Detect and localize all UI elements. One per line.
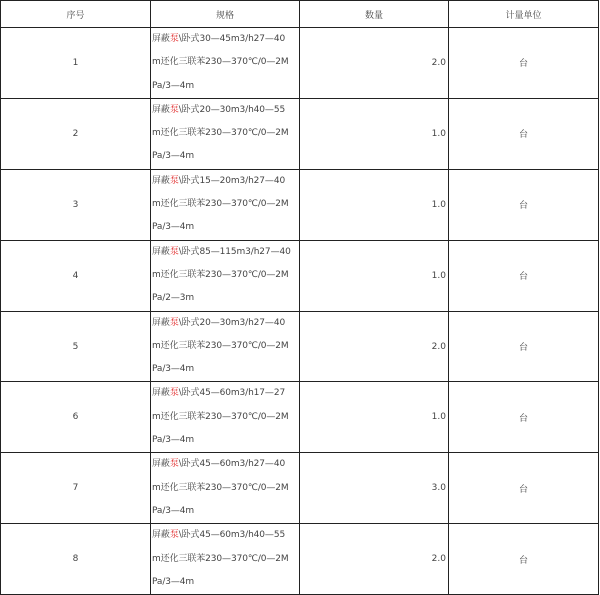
table-row [1,240,599,311]
spec-prefix: 屏蔽 [152,388,170,399]
table-row [1,524,599,595]
row-spec [151,382,300,453]
spec-line-2: m还化三联苯230—370℃/0—2M [152,553,289,564]
row-unit: 台 [449,98,599,169]
row-number: 3 [1,169,151,240]
spec-line-3: Pa/3—4m [152,505,195,516]
spec-keyword: 泵 [169,175,179,186]
spec-detail: \卧式20—30m3/h40—55 [178,104,286,115]
spec-keyword: 泵 [169,104,179,115]
spec-line-2: m还化三联苯230—370℃/0—2M [152,340,289,351]
spec-detail: \卧式15—20m3/h27—40 [178,175,286,186]
spec-keyword: 泵 [169,459,179,470]
table-row [1,311,599,382]
spec-keyword: 泵 [169,246,179,257]
spec-prefix: 屏蔽 [152,104,170,115]
spec-line-3: Pa/3—4m [152,80,195,91]
row-number: 6 [1,382,151,453]
spec-line-1 [152,241,299,264]
row-unit: 台 [449,453,599,524]
table-body [1,28,599,595]
spec-keyword: 泵 [169,34,179,44]
table-row [1,453,599,524]
header-qty: 数量 [300,1,449,28]
table-row [1,28,599,99]
row-quantity: 1.0 [300,98,449,169]
row-unit: 台 [449,28,599,99]
spec-line-1 [152,99,299,122]
spec-detail: \卧式45—60m3/h27—40 [178,459,286,470]
spec-detail: \卧式20—30m3/h27—40 [178,317,286,328]
row-spec [151,453,300,524]
spec-line-1 [152,312,299,335]
spec-line-1 [152,524,299,547]
row-number: 1 [1,28,151,99]
spec-keyword: 泵 [169,530,179,541]
spec-line-3: Pa/3—4m [152,151,195,162]
row-quantity: 3.0 [300,453,449,524]
table-row [1,98,599,169]
row-quantity: 1.0 [300,382,449,453]
spec-prefix: 屏蔽 [152,317,170,328]
row-unit: 台 [449,311,599,382]
row-spec [151,169,300,240]
row-unit: 台 [449,524,599,595]
spec-prefix: 屏蔽 [152,530,170,541]
row-number: 8 [1,524,151,595]
spec-prefix: 屏蔽 [152,246,170,257]
spec-line-2: m还化三联苯230—370℃/0—2M [152,482,289,493]
spec-line-2: m还化三联苯230—370℃/0—2M [152,199,289,210]
spec-prefix: 屏蔽 [152,34,170,44]
row-unit: 台 [449,382,599,453]
row-spec [151,28,300,99]
row-spec [151,311,300,382]
header-spec: 规格 [151,1,300,28]
spec-detail: \卧式45—60m3/h40—55 [178,530,286,541]
spec-detail: \卧式45—60m3/h17—27 [178,388,286,399]
table-row [1,382,599,453]
row-number: 2 [1,98,151,169]
row-quantity: 2.0 [300,311,449,382]
spec-prefix: 屏蔽 [152,459,170,470]
spec-detail: \卧式85—115m3/h27—40 [178,246,291,257]
table-row [1,169,599,240]
row-number: 7 [1,453,151,524]
spec-line-2: m还化三联苯230—370℃/0—2M [152,57,289,68]
spec-line-3: Pa/2—3m [152,293,195,304]
spec-line-1 [152,28,299,51]
header-unit: 计量单位 [449,1,599,28]
row-spec [151,98,300,169]
row-unit: 台 [449,169,599,240]
spec-line-1 [152,382,299,405]
spec-keyword: 泵 [169,388,179,399]
spec-keyword: 泵 [169,317,179,328]
row-spec [151,524,300,595]
row-quantity: 2.0 [300,524,449,595]
spec-prefix: 屏蔽 [152,175,170,186]
spec-detail: \卧式30—45m3/h27—40 [178,34,286,44]
row-quantity: 1.0 [300,240,449,311]
spec-line-2: m还化三联苯230—370℃/0—2M [152,411,289,422]
spec-line-1 [152,453,299,476]
spec-line-3: Pa/3—4m [152,222,195,233]
spec-line-3: Pa/3—4m [152,364,195,375]
table-header-row [1,1,599,28]
row-quantity: 1.0 [300,169,449,240]
spec-line-2: m还化三联苯230—370℃/0—2M [152,128,289,139]
row-quantity: 2.0 [300,28,449,99]
spec-line-2: m还化三联苯230—370℃/0—2M [152,269,289,280]
spec-line-1 [152,170,299,193]
header-no: 序号 [1,1,151,28]
row-number: 5 [1,311,151,382]
spec-line-3: Pa/3—4m [152,576,195,587]
row-unit: 台 [449,240,599,311]
row-number: 4 [1,240,151,311]
spec-line-3: Pa/3—4m [152,435,195,446]
row-spec [151,240,300,311]
